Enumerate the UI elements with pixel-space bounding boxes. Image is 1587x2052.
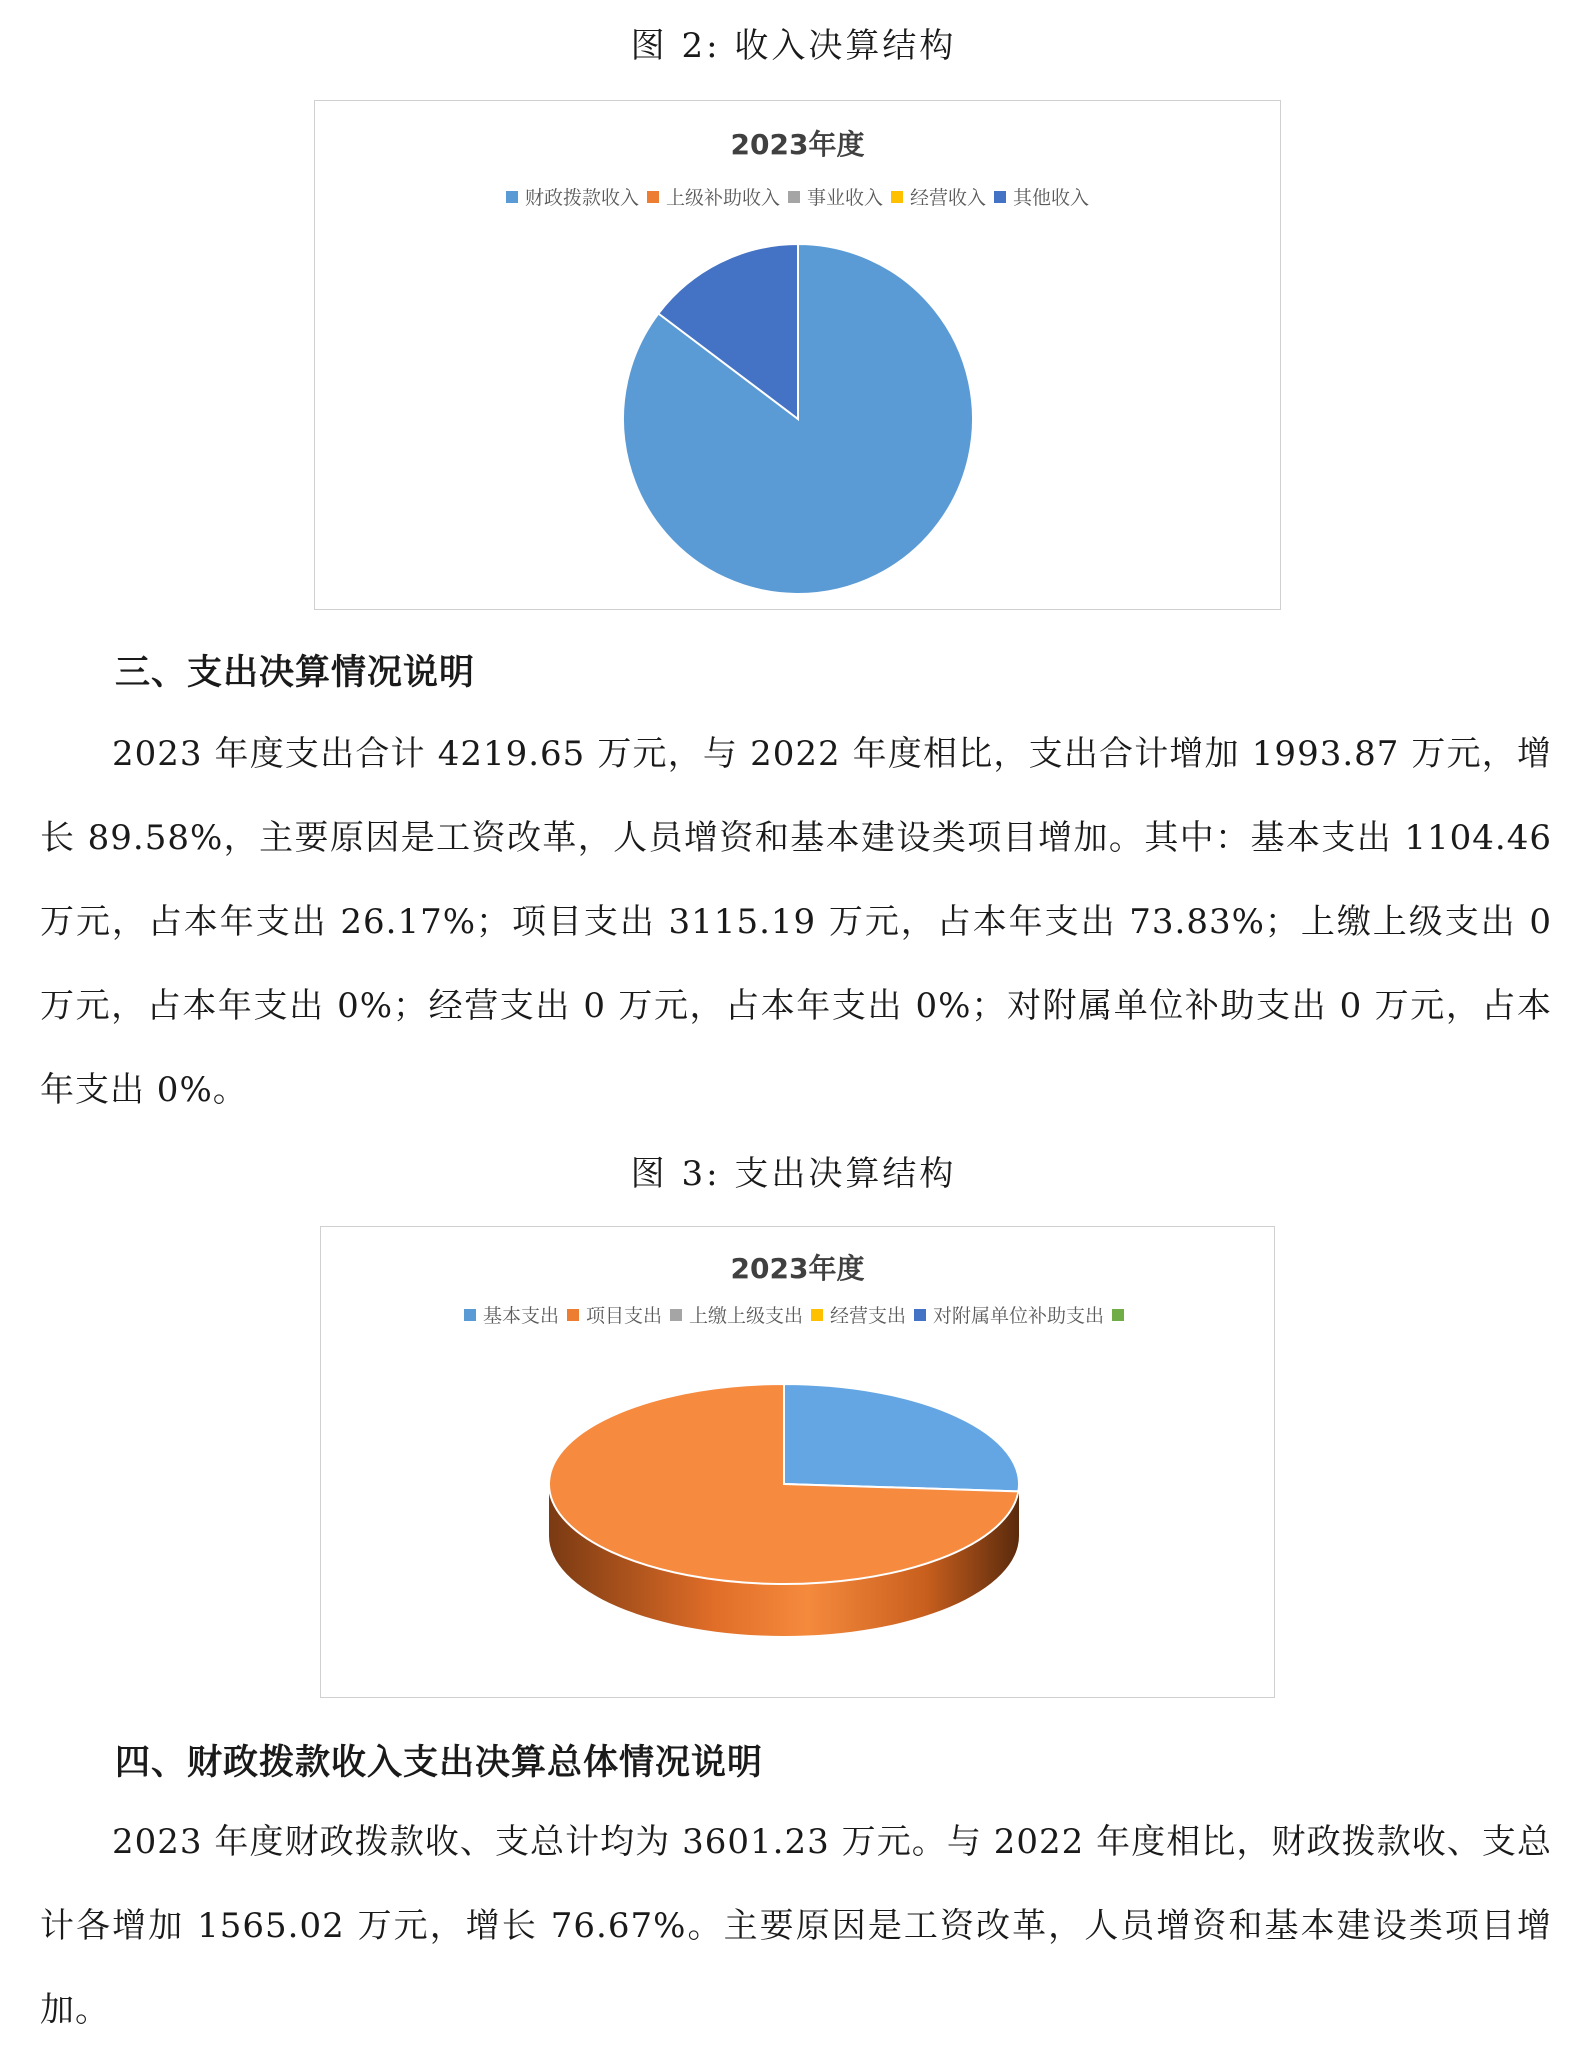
chart-3-legend-label: 上缴上级支出 — [688, 1305, 803, 1327]
figure-3-caption: 图 3: 支出决算结构 — [630, 1154, 957, 1194]
chart-2-title: 2023年度 — [730, 128, 865, 161]
chart-2-legend-label: 其他收入 — [1013, 187, 1090, 209]
chart-2-legend-label: 事业收入 — [806, 187, 883, 209]
chart-2-legend-label: 经营收入 — [910, 187, 987, 209]
income-structure-chart — [314, 100, 1281, 610]
chart-3-legend-label: 对附属单位补助支出 — [933, 1305, 1105, 1327]
chart-3-plot — [321, 1227, 1274, 1697]
expense-structure-chart — [320, 1226, 1275, 1698]
section-4-heading: 四、财政拨款收入支出决算总体情况说明 — [115, 1743, 764, 1783]
section-3-heading: 三、支出决算情况说明 — [115, 653, 476, 693]
chart-3-legend-label: 项目支出 — [585, 1305, 662, 1327]
section-4-paragraph: 2023 年度财政拨款收、支总计均为 3601.23 万元。与 2022 年度相比，财政拨款收、支总计各增加 1565.02 万元，增长 76.67%。主要原因是工资改革，人员增资和基本建设类项目增加。 — [40, 1822, 1552, 2030]
chart-3-legend-label: 基本支出 — [482, 1305, 559, 1327]
chart-3-legend-label: 经营支出 — [830, 1305, 907, 1327]
chart-3-slice-基本支出 — [784, 1384, 1019, 1491]
chart-2-legend-label: 财政拨款收入 — [524, 187, 639, 209]
figure-2-caption: 图 2: 收入决算结构 — [630, 26, 957, 66]
section-3-paragraph: 2023 年度支出合计 4219.65 万元，与 2022 年度相比，支出合计增加 1993.87 万元，增长 89.58%，主要原因是工资改革，人员增资和基本建设类项目增加。其中：基本支出 1104.46 万元，占本年支出 26.17%；项目支出 3115.19 万元，占本年支出 73.83%；上缴上级支出 0 万元，占本年支出 0%；经营支出 0 万元，占本年支出 0%；对附属单位补助支出 0 万元，占本年支出 0%。 — [40, 734, 1552, 1110]
chart-3-title: 2023年度 — [730, 1252, 865, 1285]
chart-2-plot — [315, 101, 1280, 609]
chart-2-legend-label: 上级补助收入 — [665, 187, 780, 209]
